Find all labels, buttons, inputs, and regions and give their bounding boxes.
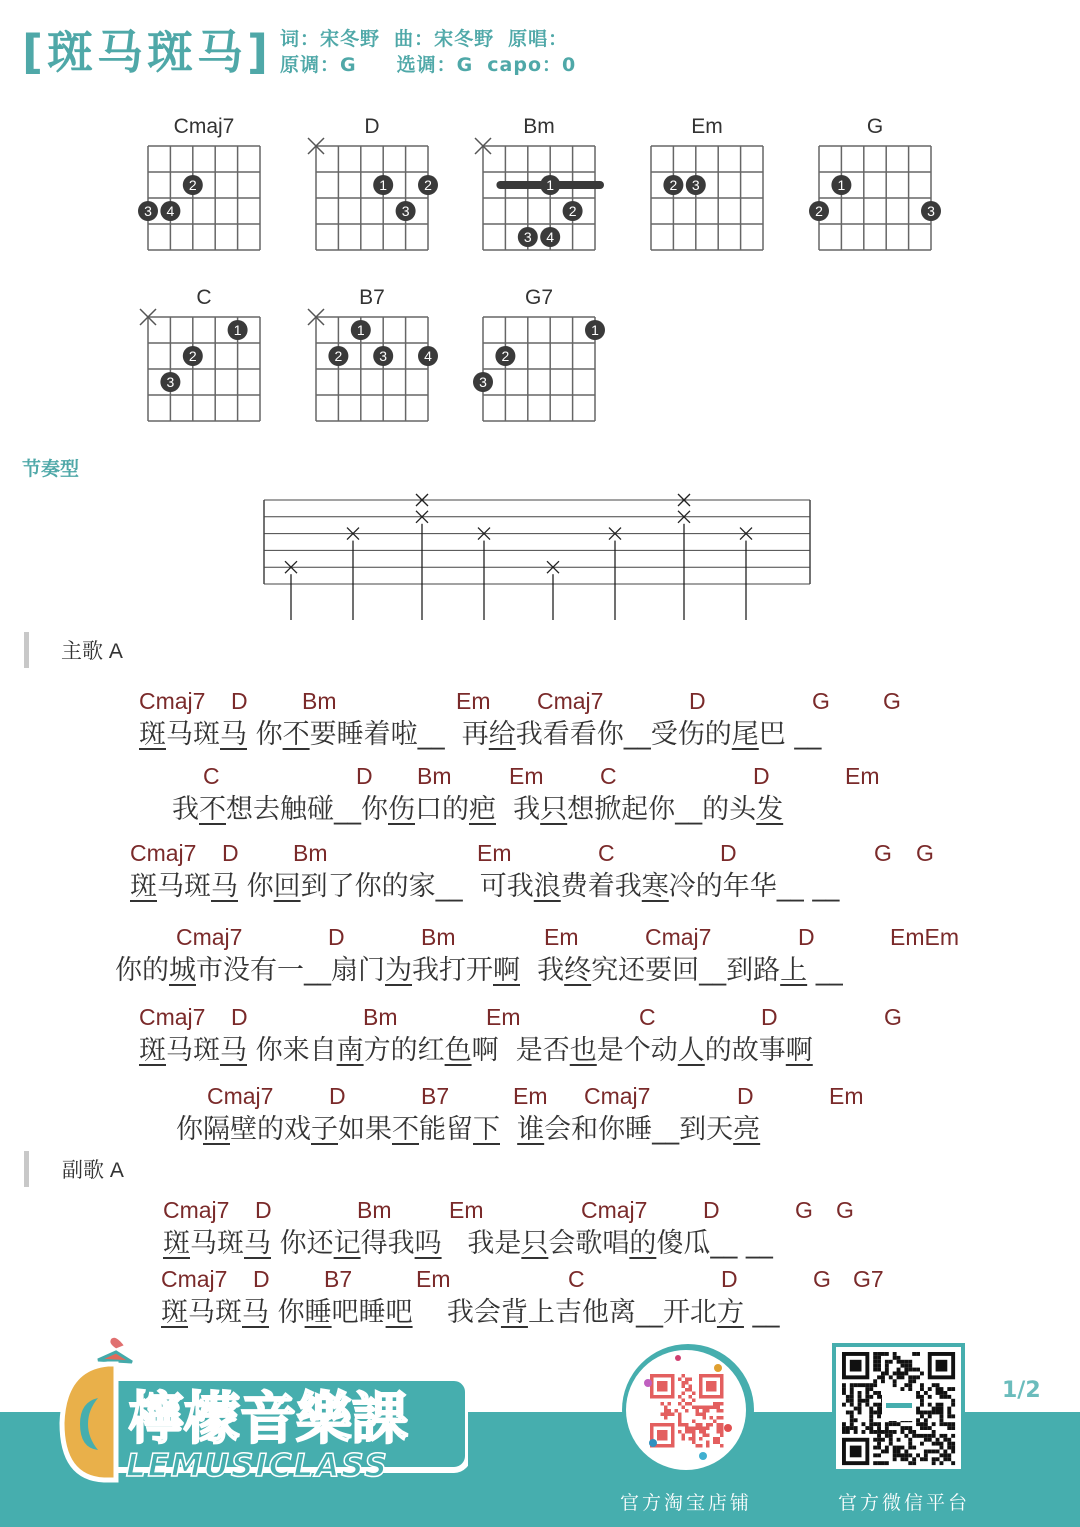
fretboard-grid [302,304,442,429]
lyric-segment: 得我 [360,1228,415,1259]
lyric-text [130,864,839,903]
lyric-accent-char: 疤 [469,794,496,825]
lyric-segment: 你 [361,794,388,825]
lyric-segment: 的故事 [704,1035,786,1066]
lyric-segment: 我 [520,955,565,986]
lyric-segment: 口的 [415,794,469,825]
lyric-segment: 你来自 [247,1035,337,1066]
chord-symbol: D [231,688,248,714]
original-key: 原调：G [280,54,357,76]
svg-text:2: 2 [568,203,577,219]
finger-dot [831,175,851,195]
song-title: [斑马斑马] [22,25,273,79]
chord-symbol: Cmaj7 [581,1197,648,1223]
lyric-segment: 你 [247,719,283,750]
lyric-accent-char: 不 [199,794,226,825]
chord-symbol: B7 [324,1266,353,1292]
lyric-segment: 想掀起你 [567,794,676,825]
finger-dot [160,201,180,221]
finger-dot [473,372,493,392]
lyric-segment: __ [417,719,445,750]
selected-key: 选调：G [396,54,474,76]
lyric-segment: 会和你睡 [544,1114,653,1145]
chord-symbol: D [798,924,815,950]
lyric-accent-char: 谁 [517,1114,545,1145]
svg-text:1: 1 [591,322,599,338]
chord-symbol: G [883,688,901,714]
chord-symbol: Em [416,1266,451,1292]
lyric-segment: 你 [176,1114,203,1145]
brand-name-cn: 檸檬音樂課 [128,1387,408,1452]
chord-symbol: G [795,1197,813,1223]
chord-symbol: Em [544,924,579,950]
finger-dot [328,346,348,366]
lyric-accent-char: 睡 [304,1297,332,1328]
chord-symbol: Em [477,840,512,866]
chord-symbol: Cmaj7 [176,924,243,950]
chord-symbol: Em [513,1083,548,1109]
svg-text:2: 2 [334,348,343,364]
lyric-segment: 马斑 [188,1297,242,1328]
chord-symbol: Em [456,688,491,714]
lyric-segment: 你还 [271,1228,334,1259]
lyric-accent-char: 色 [444,1035,472,1066]
chord-symbol: C [639,1004,656,1030]
lyric-text [161,1290,780,1329]
lyric-segment: 会歌唱 [548,1228,630,1259]
chord-symbol: D [222,840,239,866]
lyric-segment: 想去触碰 [226,794,334,825]
lyric-segment: 开北 [662,1297,717,1328]
lyric-accent-char: 斑 [139,719,166,750]
chord-symbol: D [329,1083,346,1109]
finger-dot [396,201,416,221]
chord-symbol: G7 [853,1266,884,1292]
taobao-qr-caption: 官方淘宝店铺 [620,1492,753,1514]
chord-symbol: C [203,763,220,789]
chord-symbol: D [231,1004,248,1030]
lyric-segment: 壁的戏 [230,1114,311,1145]
finger-dot [160,372,180,392]
chord-diagram-bm [469,115,609,250]
lyric-accent-char: 记 [333,1228,361,1259]
fretboard-grid [805,133,945,258]
chord-symbol: Em [449,1197,484,1223]
lyric-accent-char: 上 [780,955,808,986]
lyric-accent-char: 方 [716,1297,744,1328]
svg-text:3: 3 [927,203,935,219]
lyric-segment: __ [435,871,463,902]
lyric-segment: 是个动 [596,1035,678,1066]
chord-symbol: EmEm [890,924,959,950]
lyric-accent-char: 为 [385,955,412,986]
lyric-accent-char: 马 [211,871,238,902]
lyric-accent-char: 只 [521,1228,549,1259]
finger-dot [921,201,941,221]
chord-symbol: D [761,1004,778,1030]
chord-diagram-em [637,115,777,250]
chord-symbol: D [328,924,345,950]
svg-text:1: 1 [837,177,846,193]
lyric-accent-char: 亮 [733,1114,761,1145]
finger-dot [809,201,829,221]
lyric-segment: 傻瓜 [656,1228,711,1259]
chord-name: C [196,286,212,309]
lyric-accent-char: 啊 [785,1035,813,1066]
lyric-segment: 的头 [702,794,757,825]
chord-symbol: D [253,1266,270,1292]
lyric-segment: 如果 [338,1114,392,1145]
chord-symbol: D [753,763,770,789]
svg-text:3: 3 [401,203,410,219]
lyric-segment [500,1114,517,1145]
lyric-segment: 市没有一 [196,955,304,986]
rhythm-pattern-staff [255,490,820,620]
composer: 曲：宋冬野 [394,28,495,50]
finger-dot [540,227,560,247]
lyric-segment: 马斑 [190,1228,244,1259]
lyric-segment: __ [794,719,822,750]
lyric-segment: __ [807,955,843,986]
lyric-text [163,1221,773,1260]
lyric-segment: __ [304,955,331,986]
finger-dot [228,320,248,340]
lyric-segment: 费着我 [560,871,642,902]
chord-diagram-g [805,115,945,250]
lyric-accent-char: 马 [244,1228,271,1259]
svg-text:3: 3 [691,177,700,193]
lyric-segment: 可我 [462,871,534,902]
chord-diagram-g7 [469,286,609,421]
svg-text:4: 4 [546,229,555,245]
lyric-segment: 究还要回 [591,955,700,986]
chord-symbol: D [737,1083,754,1109]
lyric-accent-char: 背 [500,1297,528,1328]
lyric-segment: 你 [269,1297,305,1328]
chord-name: Cmaj7 [173,115,235,138]
lyric-accent-char: 斑 [161,1297,188,1328]
chord-symbol: Em [509,763,544,789]
svg-text:4: 4 [424,348,432,364]
lyric-segment: 方的红 [363,1035,445,1066]
lyric-text [115,948,843,987]
lyric-accent-char: 马 [242,1297,269,1328]
lyric-accent-char: 吧 [385,1297,413,1328]
svg-text:2: 2 [424,177,432,193]
chord-symbol: Cmaj7 [161,1266,228,1292]
chord-symbol: D [703,1197,720,1223]
chord-symbol: Bm [357,1197,392,1223]
svg-text:3: 3 [523,229,532,245]
chord-symbol: Cmaj7 [130,840,197,866]
finger-dot [183,175,203,195]
lyric-segment: 再 [444,719,489,750]
finger-dot [686,175,706,195]
capo: capo：0 [487,54,577,76]
svg-text:1: 1 [379,177,388,193]
lyric-segment: 马斑 [166,1035,220,1066]
lyric-text [172,787,783,826]
chord-name: Em [691,115,723,138]
lyric-accent-char: 斑 [163,1228,190,1259]
lyric-segment: 上吉他离 [527,1297,636,1328]
finger-dot [183,346,203,366]
lyric-text [176,1107,760,1146]
meta-line-2 [280,52,590,78]
chord-symbol: Cmaj7 [139,1004,206,1030]
wechat-qr-code[interactable] [832,1343,965,1473]
lyric-accent-char: 寒 [641,871,669,902]
lyric-accent-char: 马 [220,1035,247,1066]
chord-symbol: D [721,1266,738,1292]
chord-symbol: G [916,840,934,866]
finger-dot [585,320,605,340]
section-verse-a [24,632,123,668]
chord-symbol: Cmaj7 [139,688,206,714]
chord-symbol: D [356,763,373,789]
lyric-segment: __ [699,955,727,986]
section-bar [24,632,29,668]
chord-name: G7 [524,286,553,309]
lyric-accent-char: 终 [564,955,592,986]
fretboard-grid [469,304,609,429]
lyric-text [139,712,821,751]
lyric-segment: 巴 [758,719,795,750]
lyric-accent-char: 隔 [203,1114,230,1145]
lyricist: 词：宋冬野 [280,28,381,50]
lyric-accent-char: 浪 [533,871,561,902]
lyric-accent-char: 伤 [388,794,415,825]
finger-dot [418,346,438,366]
chord-name: D [364,115,380,138]
chord-diagram-b7 [302,286,442,421]
song-meta [280,26,590,78]
svg-text:3: 3 [144,203,152,219]
lyric-segment: 能留 [419,1114,473,1145]
lyric-accent-char: 尾 [731,719,759,750]
svg-text:2: 2 [815,203,823,219]
lyric-segment: 到了你的家 [300,871,436,902]
lyric-accent-char: 子 [311,1114,338,1145]
lyric-segment: __ [652,1114,680,1145]
svg-text:2: 2 [188,348,197,364]
chord-symbol: D [255,1197,272,1223]
svg-text:3: 3 [379,348,388,364]
svg-text:2: 2 [188,177,197,193]
lyric-accent-char: 斑 [130,871,157,902]
rhythm-label: 节奏型 [22,458,80,480]
lyric-segment: 要睡着啦 [309,719,418,750]
finger-dot [418,175,438,195]
wechat-qr-caption: 官方微信平台 [838,1492,971,1514]
chord-symbol: G [836,1197,854,1223]
lyric-segment: __ __ [710,1228,773,1259]
finger-dot [351,320,371,340]
lyric-segment: 你的 [115,955,169,986]
meta-line-1 [280,26,590,52]
chord-symbol: Cmaj7 [207,1083,274,1109]
lyric-segment: __ [623,719,651,750]
finger-dot [563,201,583,221]
lyric-accent-char: 不 [392,1114,419,1145]
chord-diagram-d [302,115,442,250]
section-bar [24,1151,29,1187]
chord-symbol: G [812,688,830,714]
chord-symbol: Bm [417,763,452,789]
section-chorus-a [24,1151,124,1187]
title-block [22,22,590,82]
finger-dot [518,227,538,247]
svg-text:1: 1 [233,322,242,338]
chord-symbol: C [568,1266,585,1292]
finger-dot [373,175,393,195]
chord-symbol: Bm [363,1004,398,1030]
finger-dot [373,346,393,366]
lyric-segment: 到路 [726,955,781,986]
lyric-accent-char: 发 [756,794,784,825]
chord-name: Bm [523,115,555,138]
taobao-qr-code[interactable] [618,1338,758,1478]
lyric-accent-char: 的 [629,1228,657,1259]
chord-diagram-c [134,286,274,421]
fretboard-grid [637,133,777,258]
lyric-segment: 你 [238,871,274,902]
lyric-segment: 我 [496,794,541,825]
svg-text:1: 1 [356,322,365,338]
lyric-segment: 到天 [679,1114,734,1145]
chord-symbol: Cmaj7 [537,688,604,714]
fretboard-grid [469,133,609,258]
chord-symbol: G [874,840,892,866]
chord-symbol: Cmaj7 [645,924,712,950]
original-singer: 原唱： [508,28,569,50]
lyric-segment: 我打开 [412,955,493,986]
chord-symbol: Bm [293,840,328,866]
svg-text:3: 3 [166,374,175,390]
chord-symbol: G [813,1266,831,1292]
chord-symbol: Em [486,1004,521,1030]
chord-symbol: Bm [302,688,337,714]
chord-name: G [866,115,884,138]
lyric-accent-char: 人 [677,1035,705,1066]
chord-symbol: Em [845,763,880,789]
chord-symbol: C [600,763,617,789]
chord-symbol: Em [829,1083,864,1109]
fretboard-grid [134,133,274,258]
lyric-accent-char: 下 [473,1114,500,1145]
lyric-segment: 我会 [412,1297,501,1328]
finger-dot [495,346,515,366]
lyric-segment: 啊 是否 [471,1035,570,1066]
lyric-segment: 我是 [441,1228,522,1259]
lyric-accent-char: 回 [273,871,301,902]
chord-symbol: G [884,1004,902,1030]
chord-symbol: D [720,840,737,866]
lyric-text [139,1028,813,1067]
lyric-accent-char: 给 [488,719,516,750]
svg-text:2: 2 [669,177,678,193]
lyric-accent-char: 啊 [493,955,520,986]
chord-symbol: D [689,688,706,714]
chord-symbol: C [598,840,615,866]
section-label: 副歌 A [62,1159,124,1182]
svg-text:1: 1 [546,177,555,193]
lyric-segment: __ __ [776,871,840,902]
lyric-accent-char: 斑 [139,1035,166,1066]
fretboard-grid [302,133,442,258]
svg-text:2: 2 [501,348,510,364]
chord-name: B7 [359,286,385,309]
brand-name-en: LEMUSICLASS [126,1448,389,1484]
chord-symbol: Bm [421,924,456,950]
lyric-accent-char: 南 [336,1035,364,1066]
lyric-accent-char: 吗 [414,1228,442,1259]
fretboard-grid [134,304,274,429]
lyric-segment: __ [743,1297,780,1328]
lyric-segment: 冷的年华 [668,871,777,902]
svg-text:4: 4 [166,203,175,219]
chord-symbol: Cmaj7 [163,1197,230,1223]
lyric-accent-char: 城 [169,955,196,986]
lyric-accent-char: 马 [220,719,247,750]
lyric-segment: 扇门 [331,955,385,986]
chord-diagram-cmaj7 [134,115,274,250]
lyric-segment: 马斑 [157,871,211,902]
chord-symbol: B7 [421,1083,450,1109]
svg-text:3: 3 [479,374,487,390]
lyric-segment: 我看看你 [515,719,624,750]
page-number: 1/2 [1002,1378,1041,1403]
lyric-segment: __ [334,794,361,825]
lyric-segment: 受伤的 [650,719,732,750]
lyric-accent-char: 不 [282,719,310,750]
lyric-accent-char: 也 [569,1035,597,1066]
lyric-segment: __ [635,1297,663,1328]
lyric-segment: 我 [172,794,199,825]
lyric-segment: 马斑 [166,719,220,750]
section-label: 主歌 A [61,640,123,663]
finger-dot [663,175,683,195]
lyric-accent-char: 只 [540,794,568,825]
chord-symbol: Cmaj7 [584,1083,651,1109]
finger-dot [138,201,158,221]
brand-logo [58,1328,468,1488]
lyric-segment: __ [675,794,703,825]
lyric-segment: 吧睡 [331,1297,386,1328]
